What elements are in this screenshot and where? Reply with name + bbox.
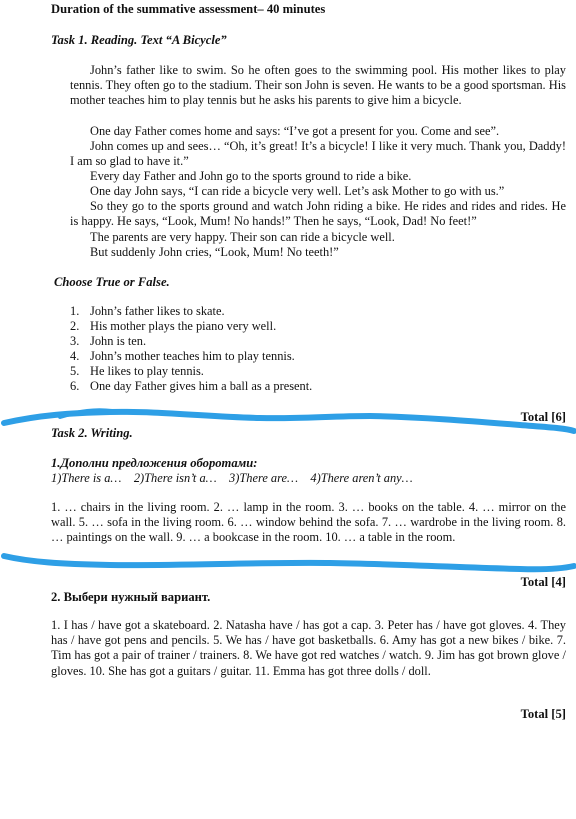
- exercise1-options: 1)There is a… 2)There isn’t a… 3)There are… 4)There aren’t any…: [51, 471, 413, 485]
- list-item: 4. John’s mother teaches him to play tennis.: [70, 349, 295, 363]
- text-paragraph-6: So they go to the sports ground and watch John riding a bike. He rides and rides and rides. He is happy. He says, “Look, Mum! No hands!” Then he says, “Look, Dad! No feet!”: [70, 199, 566, 229]
- text-paragraph-7: The parents are very happy. Their son can ride a bicycle well.: [90, 230, 395, 244]
- list-item: 2. His mother plays the piano very well.: [70, 319, 277, 333]
- true-false-list: [70, 304, 312, 394]
- list-item: 1. John’s father likes to skate.: [70, 304, 225, 318]
- list-item: 3. John is ten.: [70, 334, 147, 348]
- text-paragraph-5: One day John says, “I can ride a bicycle very well. Let’s ask Mother to go with us.”: [90, 184, 505, 198]
- exercise2-title: 2. Выбери нужный вариант.: [51, 590, 211, 604]
- text-paragraph-8: But suddenly John cries, “Look, Mum! No teeth!”: [90, 245, 339, 259]
- list-item: 6. One day Father gives him a ball as a present.: [70, 379, 313, 393]
- text-paragraph-1: John’s father like to swim. So he often goes to the swimming pool. His mother likes to play tennis. They often go to the stadium. Their son John is seven. He wants to be a good sportsman. His mother teaches him to play tennis but he asks his parents to give him a bicycle.: [70, 63, 566, 108]
- page-header: Duration of the summative assessment– 40 minutes: [51, 2, 326, 16]
- true-false-title: Choose True or False.: [54, 275, 170, 289]
- exercise1-title: 1.Дополни предложения оборотами:: [51, 456, 258, 470]
- text-paragraph-3: John comes up and sees… “Oh, it’s great! It’s a bicycle! I like it very much. Thank you, Daddy! I am so glad to have it.”: [70, 139, 566, 169]
- task2-title: Task 2. Writing.: [51, 426, 133, 440]
- exercise1-total: Total [4]: [520, 575, 566, 589]
- exercise2-total: Total [5]: [520, 707, 566, 721]
- text-paragraph-4: Every day Father and John go to the sports ground to ride a bike.: [90, 169, 412, 183]
- text-paragraph-2: One day Father comes home and says: “I’ve got a present for you. Come and see”.: [90, 124, 500, 138]
- exercise1-text: 1. … chairs in the living room. 2. … lamp in the room. 3. … books on the table. 4. … mirror on the wall. 5. … sofa in the living room. 6. … window behind the sofa. 7. … wardrobe in the living room. 8. … paintings on the wall. 9. … a bookcase in the room. 10. … a table in the room.: [51, 500, 566, 545]
- task1-total: Total [6]: [520, 410, 566, 424]
- task1-title: Task 1. Reading. Text “A Bicycle”: [51, 33, 227, 47]
- list-item: 5. He likes to play tennis.: [70, 364, 204, 378]
- exercise2-text: 1. I has / have got a skateboard. 2. Natasha have / has got a cap. 3. Peter has / have got gloves. 4. They has / have got pens and pencils. 5. We has / have got basketballs. 6. Amy has got a new bikes / bike. 7. Tim has got a pair of trainer / trainers. 8. We have got red watches / watch. 9. Jim has got brown glove / gloves. 10. She has got a guitars / guitar. 11. Emma has got three dolls / doll.: [51, 618, 566, 678]
